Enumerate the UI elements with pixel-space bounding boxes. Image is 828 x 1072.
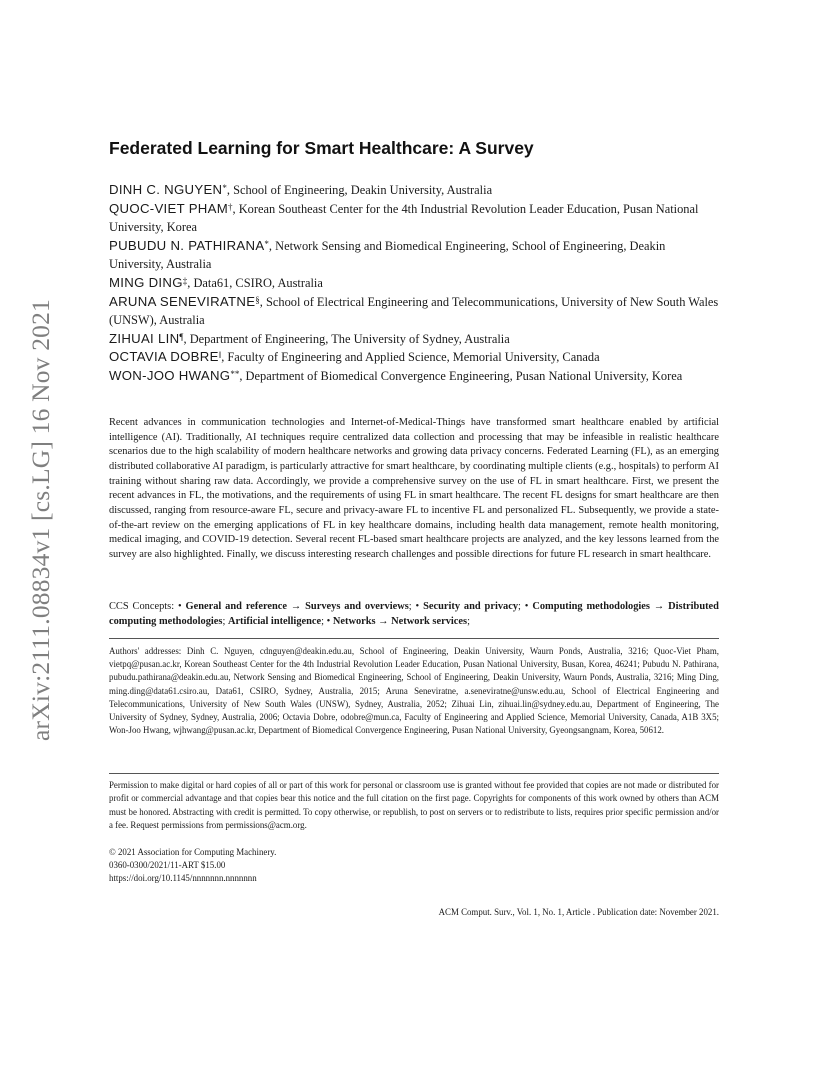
author-name: ZIHUAI LIN (109, 330, 180, 346)
author-entry (109, 274, 719, 293)
author-mark: ‖ (218, 350, 222, 361)
author-affiliation: , School of Electrical Engineering and Telecommunications, University of New South Wales (UNSW), Australia (109, 294, 719, 328)
author-affiliation: , Department of Engineering, The University of Sydney, Australia (183, 331, 510, 346)
author-mark: ¶ (179, 331, 184, 342)
doi-link[interactable]: https://doi.org/10.1145/nnnnnnn.nnnnnnn (109, 873, 257, 883)
page-footer: ACM Comput. Surv., Vol. 1, No. 1, Article . Publication date: November 2021. (438, 907, 719, 917)
author-affiliation: , School of Engineering, Deakin University, Australia (226, 183, 493, 197)
author-mark: ** (230, 368, 240, 379)
ccs-sep: ; • (518, 601, 533, 612)
authors-addresses: Authors' addresses: Dinh C. Nguyen, cdnguyen@deakin.edu.au, School of Engineering, Deakin University, Waurn Ponds, Australia, 3216; Quoc-Viet Pham, vietpq@pusan.ac.kr, Korean Southeast Center for the 4th Industrial Revolution Leader Education, Pusan National University, Busan, Korea, 46241; Pubudu N. Pathirana, pubudu.pathirana@deakin.edu.au, Network Sensing and Biomedical Engineering, School of Engineering, Deakin University, Waurn Ponds, Australia, 3216; Ming Ding, ming.ding@data61.csiro.au, Data61, CSIRO, Sydney, Australia, 2015; Aruna Seneviratne, a.seneviratne@unsw.edu.au, School of Electrical Engineering and Telecommunications, University of New South Wales (UNSW), Sydney, Australia, 2052; Zihuai Lin, zihuai.lin@sydney.edu.au, Department of Engineering, The University of Sydney, Sydney, Australia, 2006; Octavia Dobre, odobre@mun.ca, Faculty of Engineering and Applied Science, Memorial University, Canada, A1B 3X5; Won-Joo Hwang, wjhwang@pusan.ac.kr, Department of Biomedical Convergence Engineering, Pusan National University, Gyeongsangnam, Korea, 50612. (109, 646, 719, 736)
author-name: PUBUDU N. PATHIRANA (109, 237, 265, 253)
ccs-concept: Artificial intelligence (227, 616, 322, 627)
ccs-sep: • (177, 601, 186, 612)
author-entry (109, 367, 719, 386)
ccs-sep: ; (222, 616, 228, 627)
ccs-concept: Computing methodologies → Distributed computing methodologies (109, 601, 719, 627)
arxiv-stamp (22, 280, 60, 760)
author-name: MING DING (109, 274, 183, 290)
author-affiliation: , Faculty of Engineering and Applied Science, Memorial University, Canada (221, 350, 600, 365)
author-name: QUOC-VIET PHAM (109, 200, 228, 216)
author-name: ARUNA SENEVIRATNE (109, 293, 256, 309)
author-name: OCTAVIA DOBRE (109, 349, 219, 365)
author-affiliation: , Korean Southeast Center for the 4th Industrial Revolution Leader Education, Pusan National University, Korea (109, 201, 699, 235)
arxiv-stamp-text: arXiv:2111.08834v1 [cs.LG] 16 Nov 2021 (26, 299, 55, 741)
author-name: DINH C. NGUYEN (109, 182, 223, 197)
ccs-concept: Security and privacy (423, 601, 519, 612)
ccs-sep: ; • (408, 601, 424, 612)
author-entry (109, 293, 719, 330)
author-entry (109, 200, 719, 237)
ccs-concept: General and reference → Surveys and overviews (185, 601, 409, 612)
author-mark: § (255, 294, 260, 305)
author-entry (109, 237, 719, 274)
ccs-concepts (109, 599, 719, 629)
author-entry (109, 348, 719, 367)
ccs-sep: ; • (321, 616, 333, 627)
paper-title: Federated Learning for Smart Healthcare: A Survey (109, 138, 534, 158)
author-mark: ‡ (182, 275, 188, 286)
author-affiliation: , Department of Biomedical Convergence Engineering, Pusan National University, Korea (239, 368, 683, 383)
author-mark: * (264, 238, 269, 249)
divider (109, 773, 719, 774)
divider (109, 638, 719, 639)
author-mark: * (222, 183, 227, 193)
abstract: Recent advances in communication technologies and Internet-of-Medical-Things have transformed smart healthcare enabled by artificial intelligence (AI). Traditionally, AI techniques require centralized data collection and processing that may be infeasible in realistic healthcare scenarios due to the high scalability of modern healthcare networks and growing data privacy concerns. Federated Learning (FL), as an emerging distributed collaborative AI paradigm, is particularly attractive for smart healthcare, by coordinating multiple clients (e.g., hospitals) to perform AI training without sharing raw data. Accordingly, we provide a comprehensive survey on the use of FL in smart healthcare. First, we present the recent advances in FL, the motivations, and the requirements of using FL in smart healthcare. The recent FL designs for smart healthcare are then discussed, ranging from resource-aware FL, secure and privacy-aware FL to incentive FL and personalized FL. Subsequently, we provide a state-of-the-art review on the emerging applications of FL in key healthcare domains, including health data management, remote health monitoring, medical imaging, and COVID-19 detection. Several recent FL-based smart healthcare projects are analyzed, and the key lessons learned from the survey are also highlighted. Finally, we discuss interesting research challenges and possible directions for future FL research in smart healthcare. (109, 417, 719, 560)
author-entry (109, 330, 719, 349)
author-list (109, 181, 719, 386)
ccs-sep: ; (467, 616, 470, 627)
author-affiliation: , Network Sensing and Biomedical Engineering, School of Engineering, Deakin University, Australia (109, 238, 666, 272)
author-affiliation: , Data61, CSIRO, Australia (187, 275, 323, 290)
ccs-label: CCS Concepts: (109, 601, 178, 612)
permission-notice: Permission to make digital or hard copies of all or part of this work for personal or classroom use is granted without fee provided that copies are not made or distributed for profit or commercial advantage and that copies bear this notice and the full citation on the first page. Copyrights for components of this work owned by others than ACM must be honored. Abstracting with credit is permitted. To copy otherwise, or republish, to post on servers or to redistribute to lists, requires prior specific permission and/or a fee. Request permissions from permissions@acm.org. (109, 780, 719, 831)
author-entry (109, 181, 719, 200)
copyright-line: © 2021 Association for Computing Machinery. (109, 847, 277, 857)
author-mark: † (228, 201, 233, 212)
author-name: WON-JOO HWANG (109, 367, 231, 383)
issn-line: 0360-0300/2021/11-ART $15.00 (109, 860, 226, 870)
ccs-concept: Networks → Network services (332, 616, 468, 627)
